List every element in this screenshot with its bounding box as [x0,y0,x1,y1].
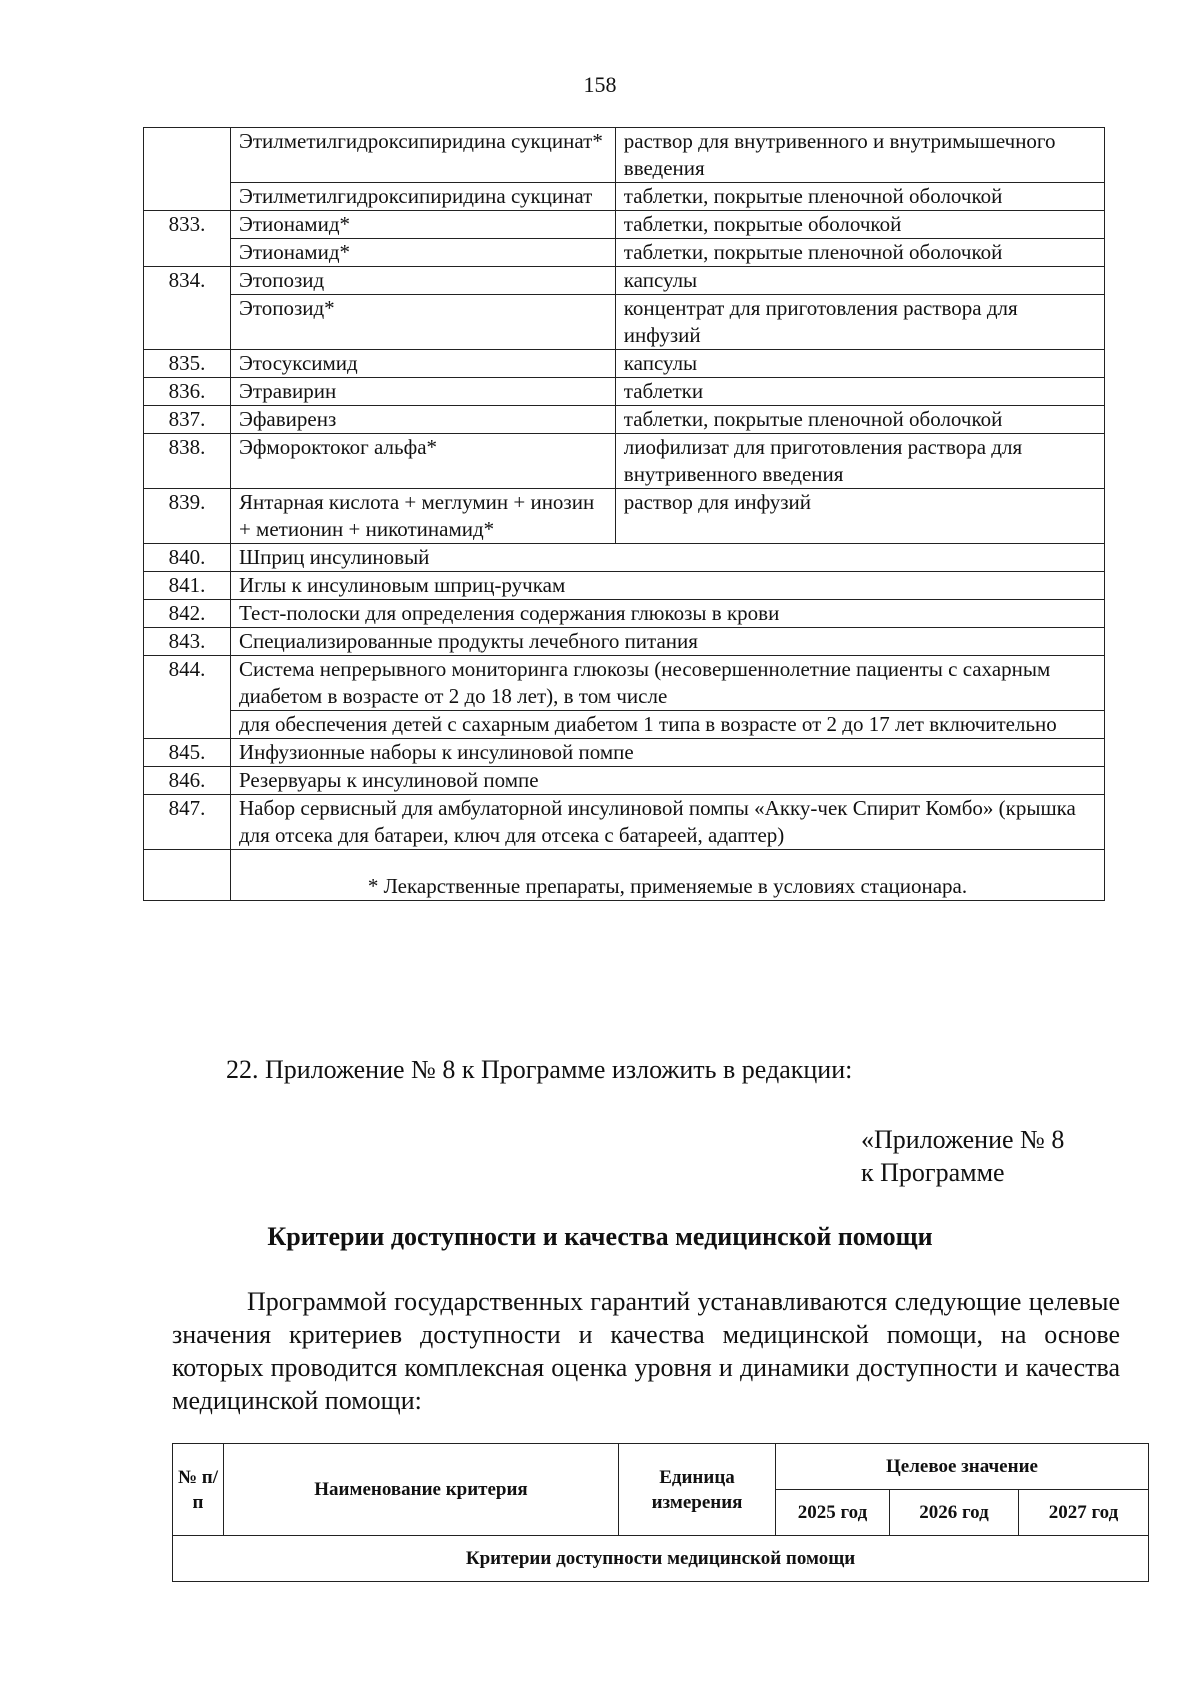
drug-name: Эфавиренз [230,406,615,434]
row-number: 834. [144,267,231,350]
drug-name: Этилметилгидроксипиридина сукцинат* [230,128,615,183]
row-number: 836. [144,378,231,406]
table-row [144,795,1105,850]
table-row [144,128,1105,183]
appendix-line-1: «Приложение № 8 [861,1125,1065,1154]
table-row [144,572,1105,600]
paragraph-22: 22. Приложение № 8 к Программе изложить в редакции: [226,1055,853,1084]
row-number: 843. [144,628,231,656]
row-number: 837. [144,406,231,434]
header-name: Наименование критерия [224,1444,619,1536]
table-row [144,489,1105,544]
appendix-reference [861,1123,1064,1189]
item-name: Резервуары к инсулиновой помпе [230,767,1104,795]
table-row [144,711,1105,739]
row-number: 841. [144,572,231,600]
table-row [144,211,1105,239]
drug-form: раствор для инфузий [615,489,1104,544]
section-title: Критерии доступности и качества медицинской помощи [267,1222,933,1251]
section-row [173,1536,1149,1582]
table-row [144,739,1105,767]
row-number: 840. [144,544,231,572]
row-number: 844. [144,656,231,739]
header-year-2026: 2026 год [890,1490,1019,1536]
drug-form: концентрат для приготовления раствора для инфузий [615,295,1104,350]
item-name: Система непрерывного мониторинга глюкозы (несовершеннолетние пациенты с сахарным диабетом в возрасте от 2 до 18 лет), в том числе [230,656,1104,711]
drug-name: Этилметилгидроксипиридина сукцинат [230,183,615,211]
row-number: 842. [144,600,231,628]
drug-form: таблетки, покрытые оболочкой [615,211,1104,239]
row-number: 846. [144,767,231,795]
drug-name: Этопозид* [230,295,615,350]
drug-form: таблетки, покрытые пленочной оболочкой [615,406,1104,434]
table-row [144,628,1105,656]
header-year-2025: 2025 год [776,1490,890,1536]
table-row [144,183,1105,211]
table-row [144,767,1105,795]
table-row [144,434,1105,489]
header-row [173,1444,1149,1490]
drug-name: Этионамид* [230,211,615,239]
row-number [144,850,231,901]
row-number: 833. [144,211,231,267]
table-row [144,378,1105,406]
drug-form: таблетки, покрытые пленочной оболочкой [615,183,1104,211]
item-name: для обеспечения детей с сахарным диабетом 1 типа в возрасте от 2 до 17 лет включительно [230,711,1104,739]
table-row [144,544,1105,572]
drug-form: лиофилизат для приготовления раствора для внутривенного введения [615,434,1104,489]
header-unit: Единица измерения [619,1444,776,1536]
table-row [144,239,1105,267]
table-row [144,350,1105,378]
drug-name: Янтарная кислота + меглумин + инозин + метионин + никотинамид* [230,489,615,544]
item-name: Иглы к инсулиновым шприц-ручкам [230,572,1104,600]
table-row [144,656,1105,711]
intro-paragraph: Программой государственных гарантий устанавливаются следующие целевые значения критериев доступности и качества медицинской помощи, на основе которых проводится комплексная оценка уровня и динамики доступности и качества медицинской помощи: [172,1287,1120,1415]
section-row-label: Критерии доступности медицинской помощи [173,1536,1149,1582]
table-row [144,600,1105,628]
footnote: * Лекарственные препараты, применяемые в условиях стационара. [230,850,1104,901]
appendix-line-2: к Программе [861,1158,1005,1187]
item-name: Шприц инсулиновый [230,544,1104,572]
row-number: 839. [144,489,231,544]
drug-form: таблетки, покрытые пленочной оболочкой [615,239,1104,267]
row-number: 847. [144,795,231,850]
header-target: Целевое значение [776,1444,1149,1490]
drug-name: Этионамид* [230,239,615,267]
row-number: 838. [144,434,231,489]
row-number: 835. [144,350,231,378]
drug-form: раствор для внутривенного и внутримышечного введения [615,128,1104,183]
row-number [144,128,231,211]
footnote-row [144,850,1105,901]
row-number: 845. [144,739,231,767]
drug-name: Этосуксимид [230,350,615,378]
item-name: Инфузионные наборы к инсулиновой помпе [230,739,1104,767]
item-name: Тест-полоски для определения содержания глюкозы в крови [230,600,1104,628]
item-name: Набор сервисный для амбулаторной инсулиновой помпы «Акку-чек Спирит Комбо» (крышка для отсека для батареи, ключ для отсека с батареей, адаптер) [230,795,1104,850]
header-year-2027: 2027 год [1019,1490,1149,1536]
drug-table [143,127,1105,901]
table-row [144,406,1105,434]
drug-form: капсулы [615,350,1104,378]
drug-name: Эфмороктоког альфа* [230,434,615,489]
item-name: Специализированные продукты лечебного питания [230,628,1104,656]
drug-name: Этравирин [230,378,615,406]
drug-name: Этопозид [230,267,615,295]
table-row [144,295,1105,350]
drug-form: таблетки [615,378,1104,406]
criteria-table [172,1443,1149,1582]
drug-form: капсулы [615,267,1104,295]
page-number: 158 [583,72,617,97]
header-num: № п/п [173,1444,224,1536]
table-row [144,267,1105,295]
